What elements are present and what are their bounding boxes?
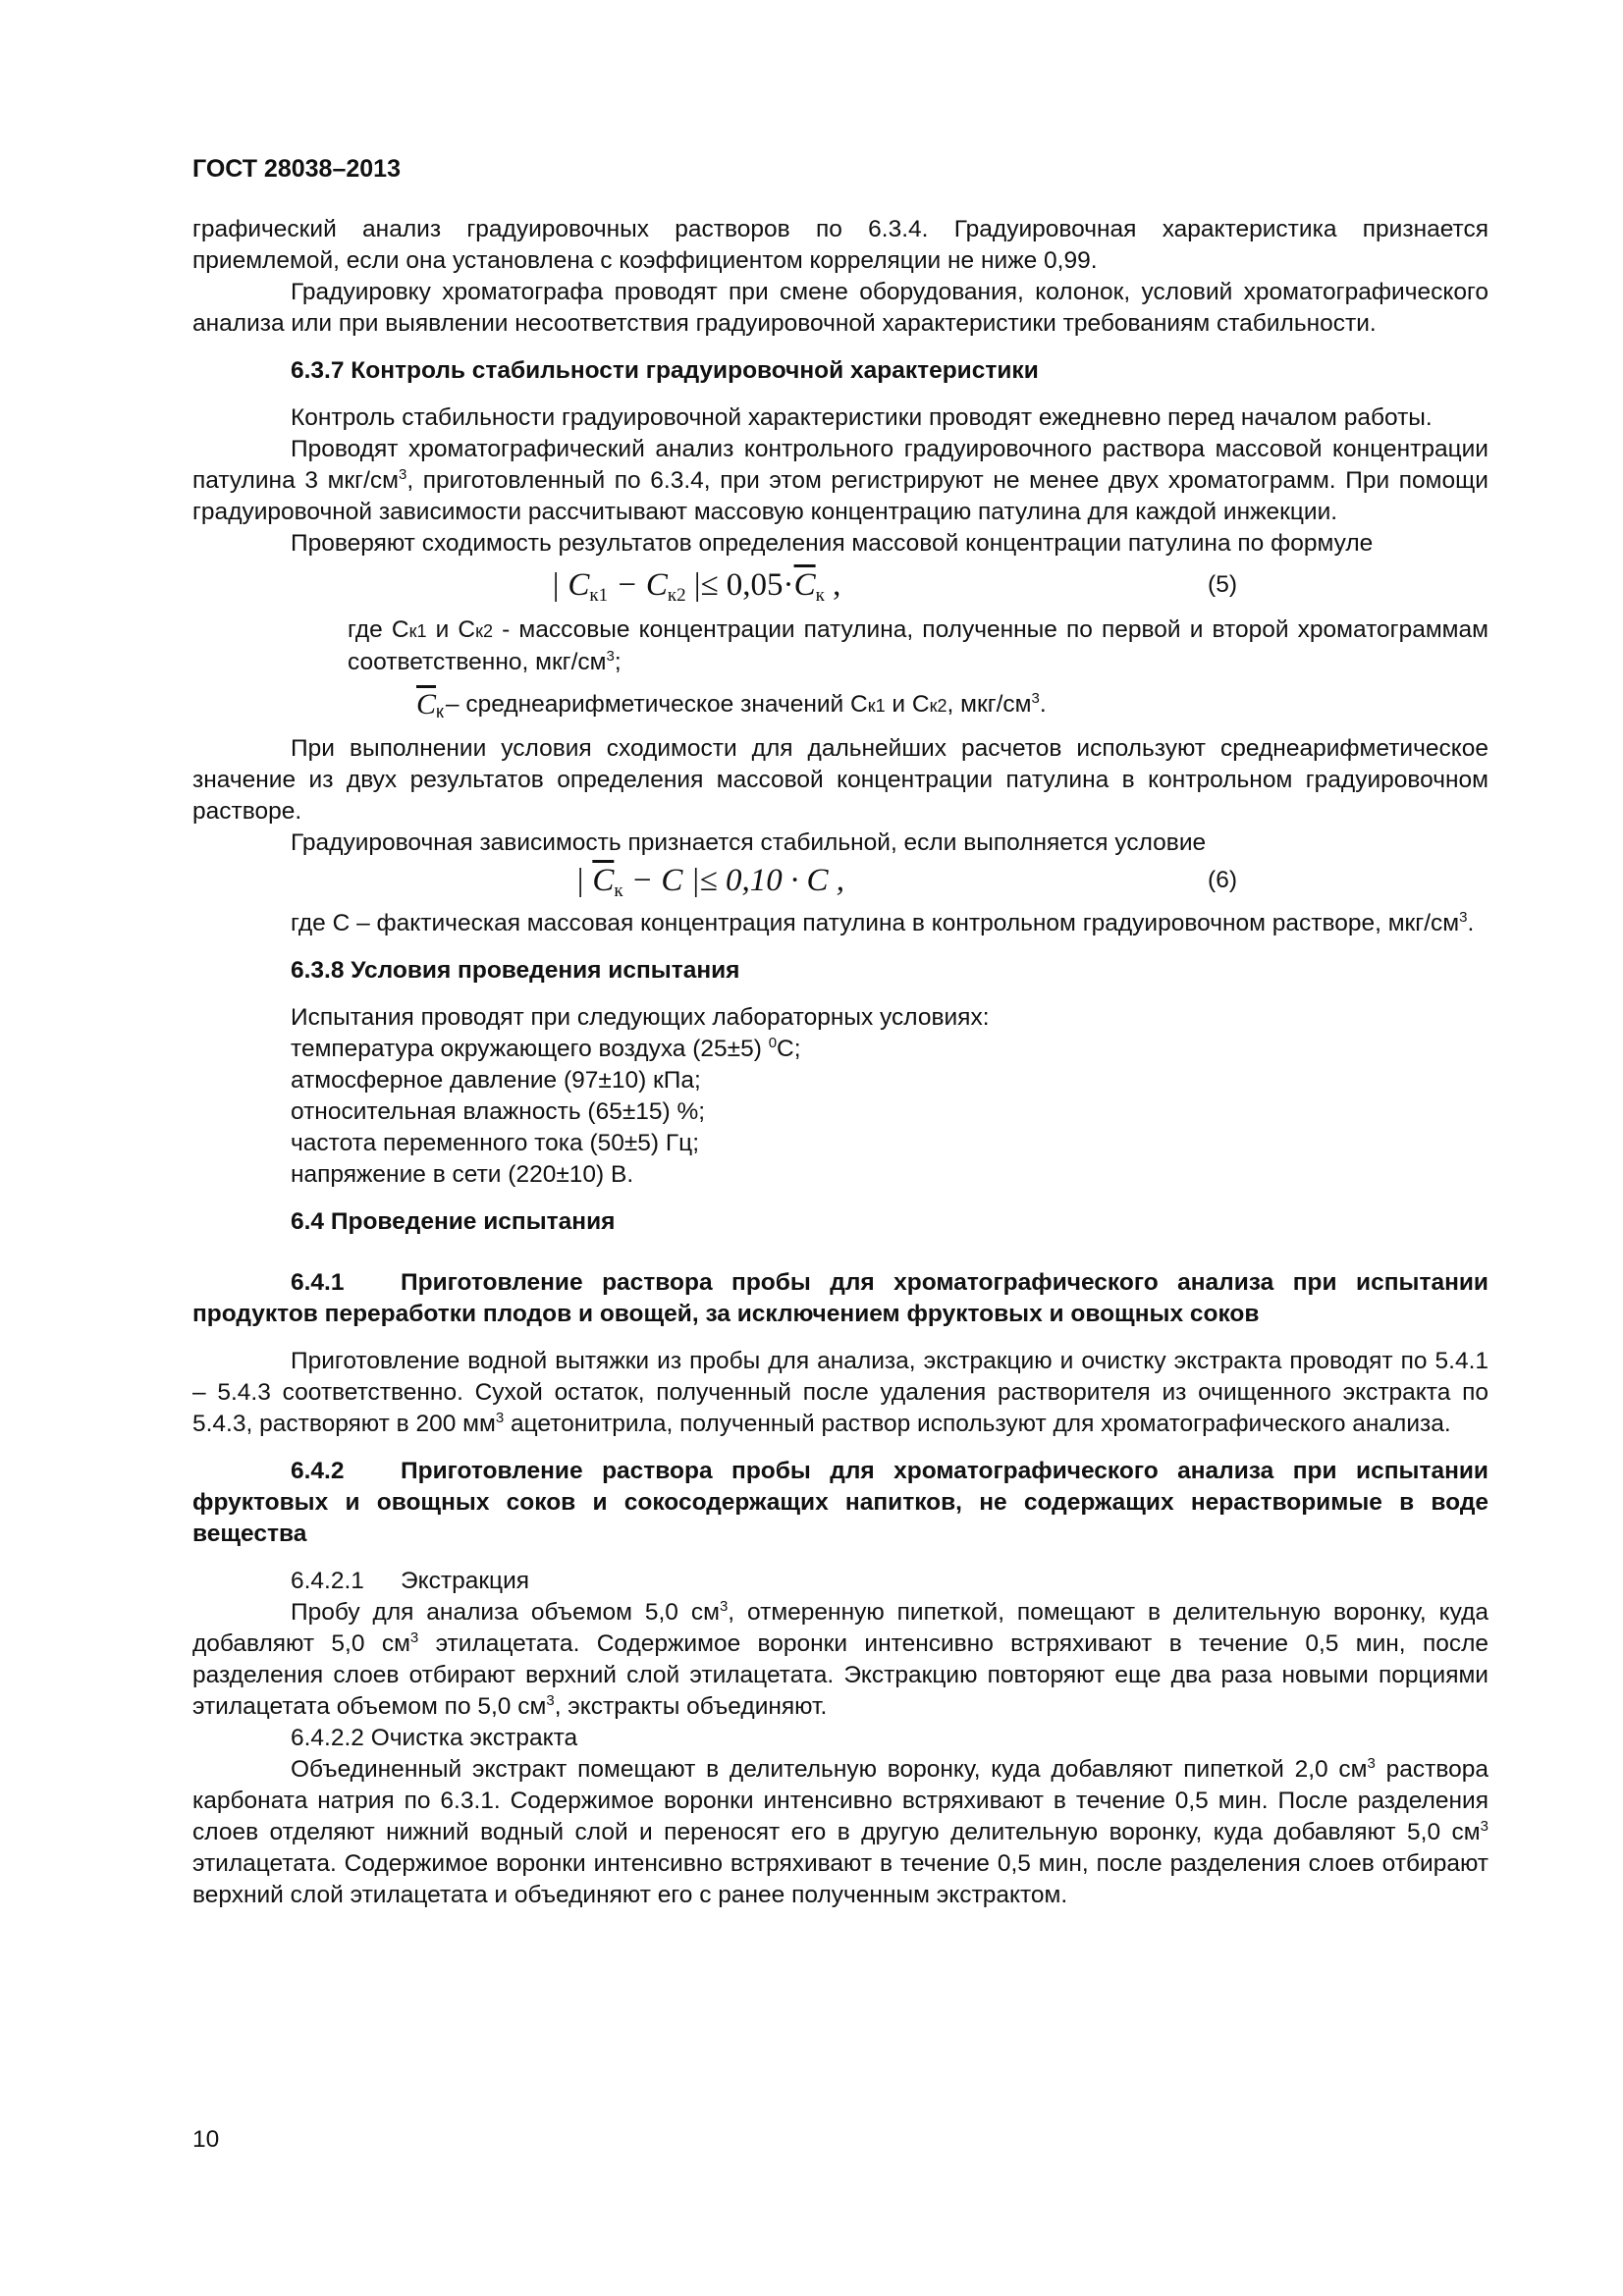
- paragraph: где C – фактическая массовая концентрация патулина в контрольном градуировочном растворе, мкг/$см^3$.: [291, 908, 1475, 936]
- section-heading-6-4-2: 6.4.2 Приготовление раствора пробы для хроматографического анализа при испытании фруктовых и овощных соков и сокосодержащих напитков, не содержащих нерастворимые в воде вещества: [192, 1458, 1488, 1547]
- list-item: напряжение в сети (220±10) В.: [291, 1161, 634, 1188]
- paragraph: Проверяют сходимость результатов определения массовой концентрации патулина по формуле: [291, 530, 1374, 557]
- list-item: частота переменного тока (50±5) Гц;: [291, 1130, 699, 1156]
- subsection-heading-6-4-2-2: 6.4.2.2 Очистка экстракта: [291, 1725, 578, 1751]
- document-body: [192, 214, 1488, 1911]
- paragraph: графический анализ градуировочных растворов по 6.3.4. Градуировочная характеристика признается приемлемой, если она установлена с коэффициентом корреляции не ниже 0,99.: [192, 216, 1488, 274]
- paragraph: Объединенный экстракт помещают в делительную воронку, куда добавляют пипеткой 2,0 $см^3$ раствора карбоната натрия по 6.3.1. Содержимое воронки интенсивно встряхивают в течение 0,5 мин. После разделения слоев отделяют нижний водный слой и переносят его в другую делительную воронку, куда добавляют 5,0 $см^3$ этилацетата. Содержимое воронки интенсивно встряхивают в течение 0,5 мин, после разделения слоев отбирают верхний слой этилацетата и объединяют его с ранее полученным экстрактом.: [192, 1754, 1488, 1908]
- paragraph: Проводят хроматографический анализ контрольного градуировочного раствора массовой концентрации патулина 3 мкг/$см^3$, приготовленный по 6.3.4, при этом регистрируют не менее двух хроматограмм. При помощи градуировочной зависимости рассчитывают массовую концентрацию патулина для каждой инжекции.: [192, 436, 1488, 525]
- document-header: ГОСТ 28038–2013: [192, 155, 401, 183]
- paragraph: Пробу для анализа объемом 5,0 $см^3$, отмеренную пипеткой, помещают в делительную воронку, куда добавляют 5,0 $см^3$ этилацетата. Содержимое воронки интенсивно встряхивают в течение 0,5 мин, после разделения слоев отбирают верхний слой этилацетата. Экстракцию повторяют еще два раза новыми порциями этилацетата объемом по 5,0 $см^3$, экстракты объединяют.: [192, 1597, 1489, 1720]
- paragraph: При выполнении условия сходимости для дальнейших расчетов используют среднеарифметическое значение из двух результатов определения массовой концентрации патулина в контрольном градуировочном растворе.: [192, 735, 1488, 825]
- list-item: атмосферное давление (97±10) кПа;: [291, 1067, 701, 1094]
- paragraph: Приготовление водной вытяжки из пробы для анализа, экстракцию и очистку экстракта проводят по 5.4.1 – 5.4.3 соответственно. Сухой остаток, полученный после удаления растворителя из очищенного экстракта по 5.4.3, растворяют в 200 $мм^3$ ацетонитрила, полученный раствор используют для хроматографического анализа.: [192, 1348, 1488, 1437]
- document-page: [192, 0, 1488, 2296]
- list-item: Испытания проводят при следующих лабораторных условиях:: [291, 1004, 990, 1031]
- section-heading-6-3-8: 6.3.8 Условия проведения испытания: [291, 957, 740, 984]
- formula-5: [192, 563, 1488, 611]
- list-item: температура окружающего воздуха (25±5) $^0$C;: [291, 1034, 801, 1062]
- section-heading-6-4-1: 6.4.1 Приготовление раствора пробы для хроматографического анализа при испытании продуктов переработки плодов и овощей, за исключением фруктовых и овощных соков: [192, 1269, 1488, 1327]
- subsection-heading-6-4-2-1: 6.4.2.1 Экстракция: [291, 1568, 530, 1594]
- paragraph: Градуировку хроматографа проводят при смене оборудования, колонок, условий хроматографического анализа или при выявлении несоответствия градуировочной характеристики требованиям стабильности.: [192, 279, 1488, 337]
- formula-5-expression: | $C_{к1} - C_{к2}$ |≤ $0,05\cdot\overline{C}_к$ ,: [551, 567, 841, 606]
- formula-legend: где Cк1 и Cк2 - массовые концентрации патулина, полученные по первой и второй хроматограммам соответственно, мкг/$см^3$;: [348, 616, 1488, 675]
- formula-6-number: (6): [1208, 867, 1237, 893]
- list-item: относительная влажность (65±15) %;: [291, 1098, 706, 1125]
- section-heading-6-3-7: 6.3.7 Контроль стабильности градуировочной характеристики: [291, 357, 1039, 384]
- section-heading-6-4: 6.4 Проведение испытания: [291, 1208, 616, 1235]
- formula-5-number: (5): [1208, 571, 1237, 598]
- formula-6-expression: | $\overline{C}_к - C$ |≤ 0,10 · C ,: [575, 863, 845, 901]
- paragraph: Градуировочная зависимость признается стабильной, если выполняется условие: [291, 829, 1207, 856]
- conditions-list: [192, 1002, 1488, 1191]
- page-number: 10: [192, 2126, 220, 2153]
- paragraph: Контроль стабильности градуировочной характеристики проводят ежедневно перед началом работы.: [291, 404, 1433, 431]
- formula-legend: $\overline{C}$ к – среднеарифметическое значений Cк1 и Cк2, мкг/$см^3$.: [416, 688, 1047, 721]
- formula-6: [192, 863, 1488, 904]
